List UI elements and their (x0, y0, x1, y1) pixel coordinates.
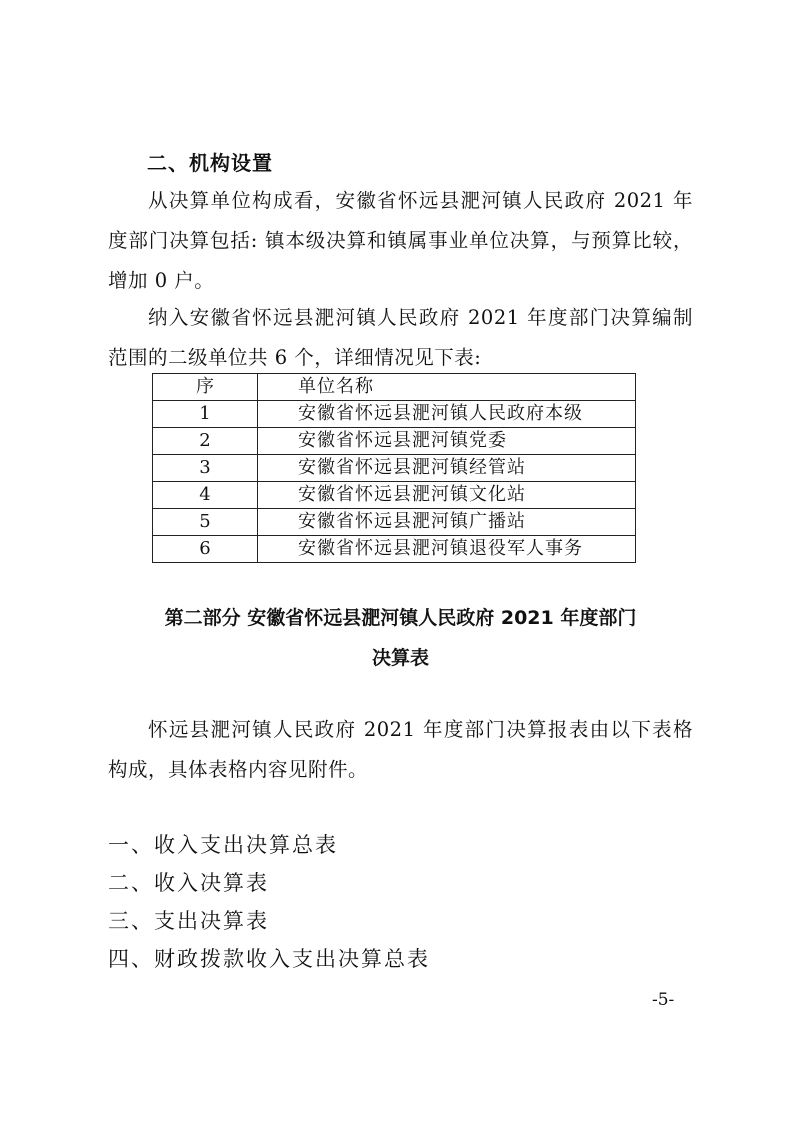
section-heading: 二、机构设置 (147, 151, 273, 175)
table-cell-name: 安徽省怀远县淝河镇经管站 (258, 455, 636, 482)
table-cell-seq: 4 (153, 482, 258, 509)
table-cell-seq: 2 (153, 428, 258, 455)
table-cell-seq: 5 (153, 509, 258, 536)
part-title-line1: 第二部分 安徽省怀远县淝河镇人民政府 2021 年度部门 (164, 607, 637, 629)
table-row (153, 401, 636, 428)
part-title-line2: 决算表 (371, 647, 429, 669)
list-item: 四、财政拨款收入支出决算总表 (108, 947, 430, 971)
table-row (153, 428, 636, 455)
list-item: 三、支出决算表 (108, 909, 269, 933)
table-cell-name: 安徽省怀远县淝河镇广播站 (258, 509, 636, 536)
table-header-row (153, 374, 636, 401)
paragraph-second-level-units: 纳入安徽省怀远县淝河镇人民政府 2021 年度部门决算编制范围的二级单位共 6 个，详细情况见下表: (108, 306, 693, 369)
table-header-name: 单位名称 (258, 374, 636, 401)
table-row (153, 455, 636, 482)
report-list (108, 826, 430, 978)
table-cell-seq: 3 (153, 455, 258, 482)
table-cell-name: 安徽省怀远县淝河镇退役军人事务 (258, 536, 636, 563)
table-cell-seq: 1 (153, 401, 258, 428)
table-cell-name: 安徽省怀远县淝河镇文化站 (258, 482, 636, 509)
list-item: 二、收入决算表 (108, 871, 269, 895)
table-cell-name: 安徽省怀远县淝河镇党委 (258, 428, 636, 455)
list-item: 一、收入支出决算总表 (108, 833, 338, 857)
table-cell-seq: 6 (153, 536, 258, 563)
table-row (153, 509, 636, 536)
table-row (153, 482, 636, 509)
table-row (153, 536, 636, 563)
paragraph-unit-composition: 从决算单位构成看，安徽省怀远县淝河镇人民政府 2021 年度部门决算包括: 镇本级决算和镇属事业单位决算，与预算比较，增加 0 户。 (108, 189, 693, 292)
units-table (152, 373, 636, 563)
paragraph-report-composition: 怀远县淝河镇人民政府 2021 年度部门决算报表由以下表格构成，具体表格内容见附件。 (108, 718, 693, 781)
table-header-seq: 序 (153, 374, 258, 401)
table-cell-name: 安徽省怀远县淝河镇人民政府本级 (258, 401, 636, 428)
page-number: -5- (652, 990, 675, 1010)
